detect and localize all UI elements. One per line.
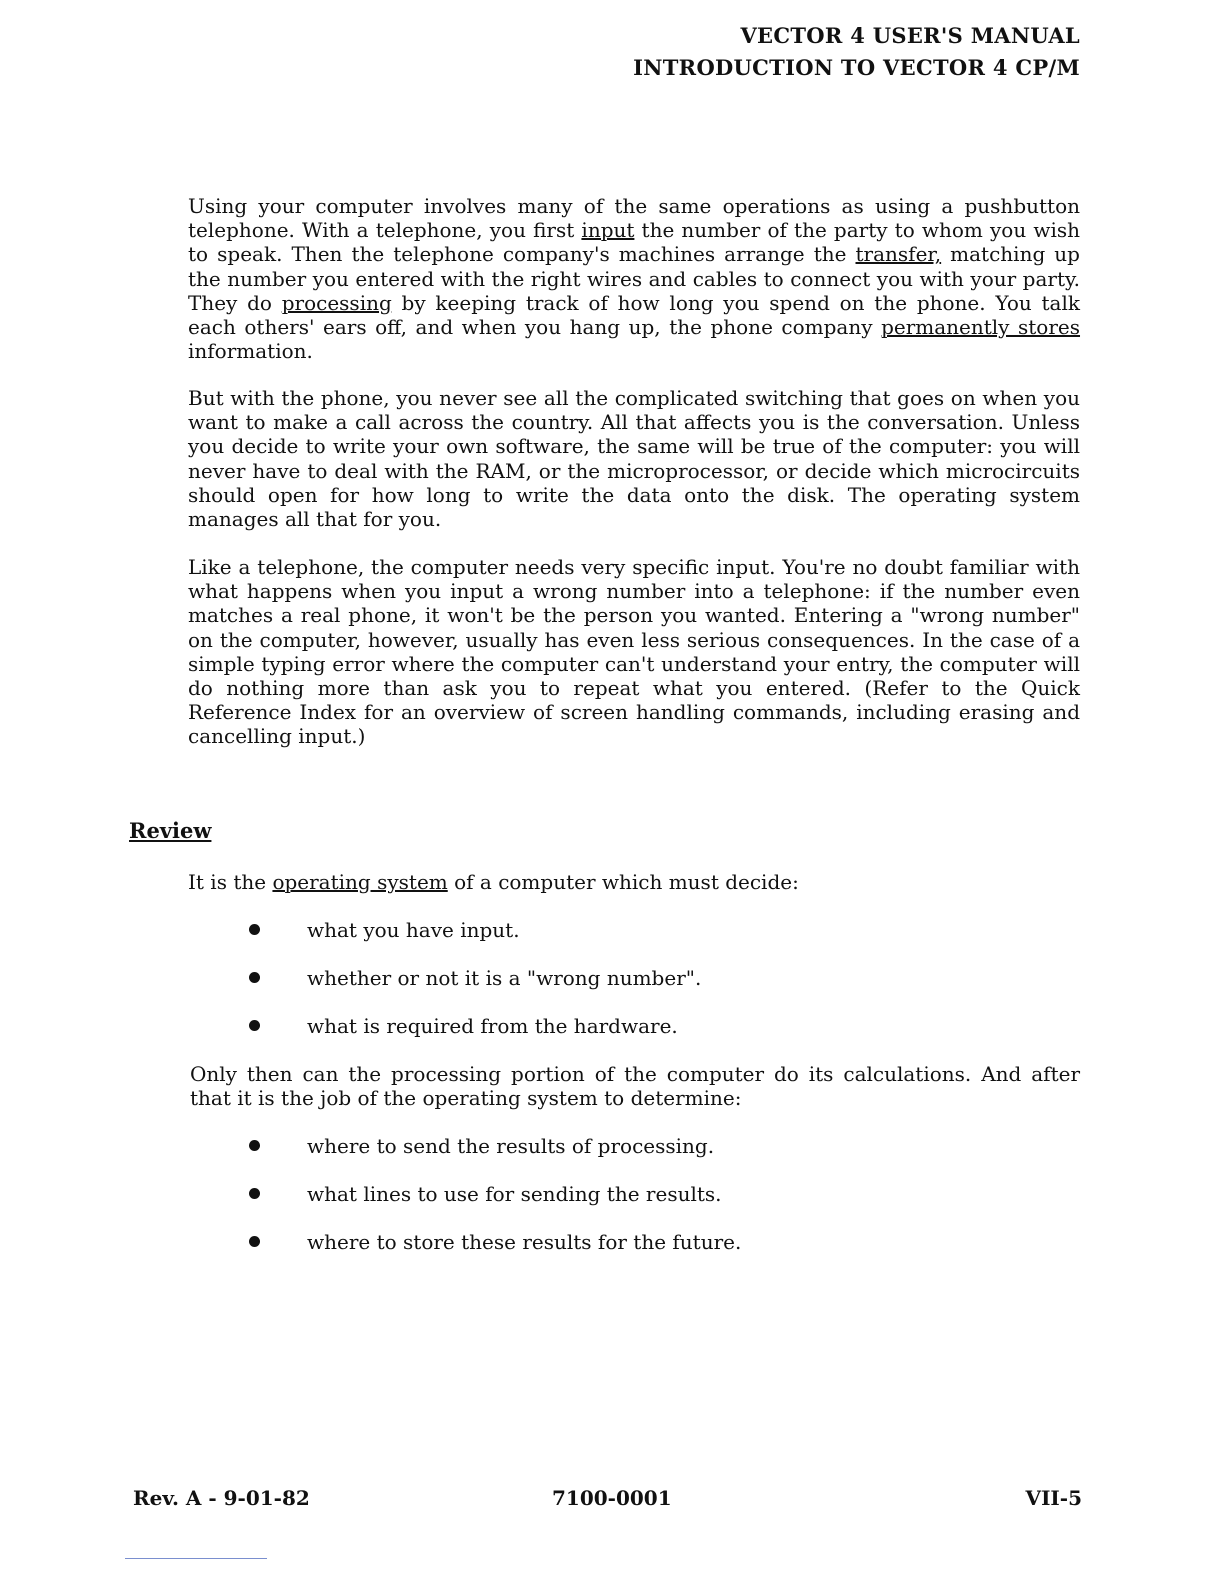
text-span: Using your computer involves many of the same operations as using a pushbutton telephone. With a telephone, you first — [188, 194, 1080, 243]
footer-doc-number: 7100-0001 — [552, 1486, 672, 1510]
footer-revision: Rev. A - 9-01-82 — [133, 1486, 310, 1510]
bullet-icon — [249, 1188, 260, 1199]
footer-page-number: VII-5 — [1025, 1486, 1082, 1510]
term-transfer: transfer, — [855, 242, 942, 267]
review-middle-paragraph: Only then can the processing portion of the computer do its calculations. And after that it is the job of the operating system to determine: — [190, 1062, 1080, 1111]
list-item-text: what lines to use for sending the results. — [307, 1182, 722, 1206]
term-processing: processing — [281, 290, 392, 315]
text-span: matching up the number you entered with the right wires and cables to connect you with your party. They do — [188, 242, 1080, 315]
term-permanently-stores: permanently stores — [881, 315, 1081, 340]
list-item-text: what you have input. — [307, 918, 520, 942]
text-span: the number of the party to whom you wish to speak. Then the telephone company's machines arrange the — [188, 218, 1080, 267]
paragraph-specific-input: Like a telephone, the computer needs very specific input. You're no doubt familiar with what happens when you input a wrong number into a telephone: if the number even matches a real phone, it won't be the person you wanted. Entering a "wrong number" on the computer, however, usually has even less serious consequences. In the case of a simple typing error where the computer can't understand your entry, the computer will do nothing more than ask you to repeat what you entered. (Refer to the Quick Reference Index for an overview of screen handling commands, including erasing and cancelling input.) — [188, 555, 1080, 749]
bullet-icon — [249, 1140, 260, 1151]
page-header — [633, 20, 1080, 84]
bullet-icon — [249, 972, 260, 983]
list-item-text: whether or not it is a "wrong number". — [307, 966, 702, 990]
text-span: information. — [188, 339, 313, 364]
paragraph-switching: But with the phone, you never see all the complicated switching that goes on when you want to make a call across the country. All that affects you is the conversation. Unless you decide to write your own software, the same will be true of the computer: you will never have to deal with the RAM, or the microprocessor, or decide which microcircuits should open for how long to write the data onto the disk. The operating system manages all that for you. — [188, 386, 1080, 532]
bullet-icon — [249, 1020, 260, 1031]
term-operating-system: operating system — [272, 870, 448, 894]
chapter-title: INTRODUCTION TO VECTOR 4 CP/M — [633, 55, 1080, 80]
bullet-icon — [249, 924, 260, 935]
scan-edge-line — [125, 1558, 267, 1559]
list-item-text: where to store these results for the future. — [307, 1230, 742, 1254]
list-item-text: what is required from the hardware. — [307, 1014, 678, 1038]
list-item-text: where to send the results of processing. — [307, 1134, 715, 1158]
manual-title: VECTOR 4 USER'S MANUAL — [740, 23, 1080, 48]
review-intro — [188, 870, 799, 894]
text-span: of a computer which must decide: — [447, 870, 799, 894]
text-span: by keeping track of how long you spend on the phone. You talk each others' ears off, and when you hang up, the phone company — [188, 290, 1080, 340]
paragraph-telephone-analogy — [188, 194, 1080, 363]
text-span: It is the — [188, 870, 273, 894]
review-heading: Review — [129, 818, 212, 843]
term-input: input — [581, 218, 635, 243]
bullet-icon — [249, 1236, 260, 1247]
